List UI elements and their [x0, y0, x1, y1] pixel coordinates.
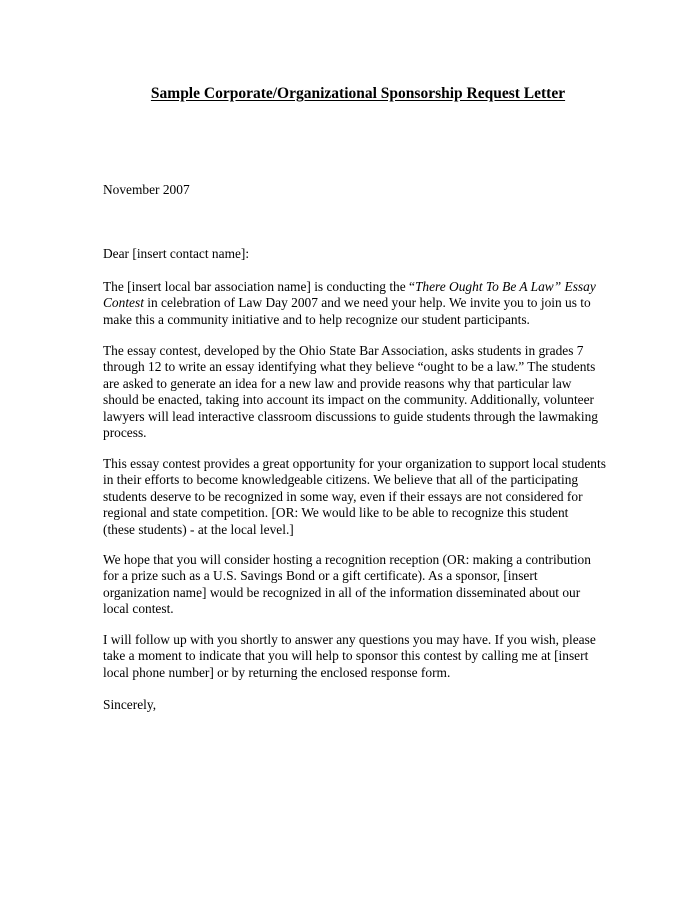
paragraph-line: The essay contest, developed by the Ohio State Bar Association, asks students in grades 7: [103, 343, 584, 358]
paragraph-line: are asked to generate an idea for a new law and provide reasons why that particular law: [103, 375, 572, 391]
contest-name-italic: There Ought To Be A Law” Essay: [414, 279, 596, 294]
paragraph-line: I will follow up with you shortly to answer any questions you may have. If you wish, please: [103, 632, 596, 647]
paragraph-line: (these students) - at the local level.]: [103, 521, 294, 537]
paragraph-intro: [103, 279, 628, 328]
letter-title: Sample Corporate/Organizational Sponsorship Request Letter: [150, 85, 566, 102]
paragraph-line: [103, 295, 628, 311]
paragraph-line: This essay contest provides a great opportunity for your organization to support local students: [103, 456, 606, 471]
paragraph-line: regional and state competition. [OR: We would like to be able to recognize this student: [103, 505, 569, 521]
paragraph-line: for a prize such as a U.S. Savings Bond or a gift certificate). As a sponsor, [insert: [103, 568, 538, 584]
paragraph-line: should be enacted, taking into account its impact on the community. Additionally, volunteer: [103, 392, 595, 408]
text-run: The [insert local bar association name] is conducting the “: [103, 279, 415, 294]
paragraph-line: take a moment to indicate that you will help to sponsor this contest by calling me at [insert: [103, 648, 589, 664]
paragraph-line: lawyers will lead interactive classroom discussions to guide students through the lawmaking: [103, 408, 598, 424]
paragraph-sponsorship: [103, 552, 628, 618]
paragraph-follow-up: [103, 632, 628, 681]
paragraph-line: organization name] would be recognized in all of the information disseminated about our: [103, 584, 581, 600]
paragraph-line: local contest.: [103, 601, 174, 617]
paragraph-line: make this a community initiative and to help recognize our student participants.: [103, 311, 530, 327]
closing: Sincerely,: [103, 697, 157, 712]
paragraph-line: process.: [103, 424, 147, 440]
paragraph-line: in their efforts to become knowledgeable citizens. We believe that all of the participating: [103, 472, 579, 488]
contest-name-italic: Contest: [103, 295, 144, 311]
paragraph-line: local phone number] or by returning the enclosed response form.: [103, 664, 451, 680]
paragraph-line: students deserve to be recognized in some way, even if their essays are not considered for: [103, 488, 583, 504]
paragraph-line: We hope that you will consider hosting a recognition reception (OR: making a contribution: [103, 552, 591, 567]
paragraph-line: [103, 279, 628, 295]
paragraph-line: through 12 to write an essay identifying what they believe “ought to be a law.” The students: [103, 359, 596, 375]
salutation: Dear [insert contact name]:: [103, 246, 250, 261]
paragraph-contest-description: [103, 343, 628, 441]
letter-date: November 2007: [103, 182, 190, 197]
paragraph-opportunity: [103, 456, 628, 538]
text-run: in celebration of Law Day 2007 and we need your help. We invite you to join us to: [143, 295, 591, 311]
